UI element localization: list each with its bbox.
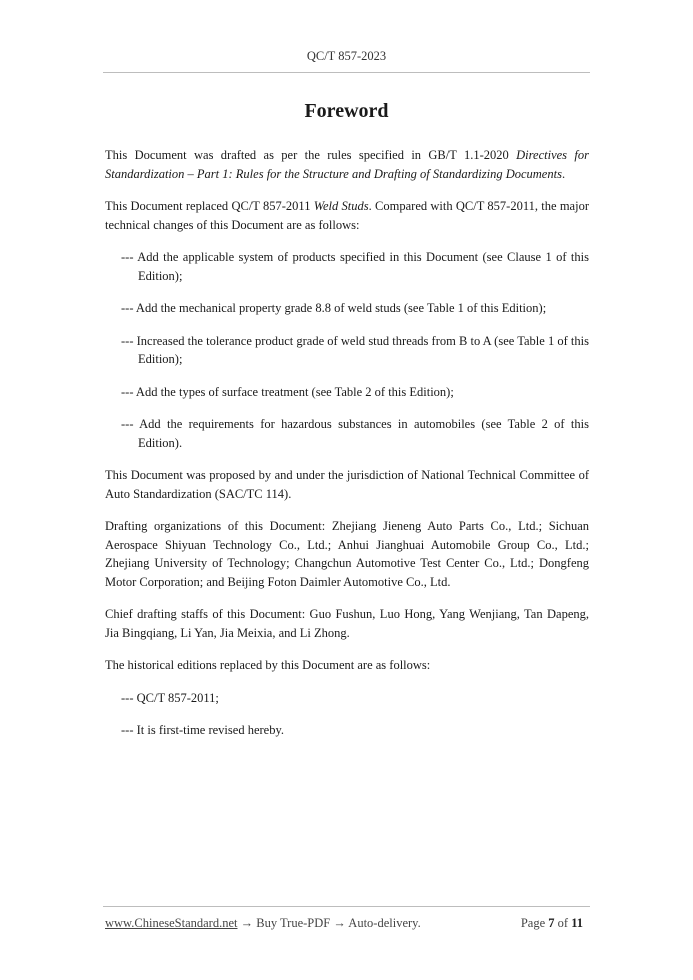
change-item: --- Add the types of surface treatment (see Table 2 of this Edition); [121,384,454,399]
paragraph-drafting-rules: This Document was drafted as per the rules specified in GB/T 1.1-2020 Directives for Standardization – Part 1: Rules for the Structure and Drafting of Standardizing Documents. [105,148,589,181]
history-item: --- It is first-time revised hereby. [121,723,285,737]
paragraph-drafting-staff: Chief drafting staffs of this Document: Guo Fushun, Luo Hong, Yang Wenjiang, Tan Dapeng, Jia Bingqiang, Li Yan, Jia Meixia, and Li Zhong. [105,607,589,640]
paragraph-replacement: This Document replaced QC/T 857-2011 Weld Studs. Compared with QC/T 857-2011, the major technical changes of this Document are as follows: [105,199,589,232]
change-item: --- Increased the tolerance product grade of weld stud threads from B to A (see Table 1 of this Edition); [121,333,589,366]
paragraph-jurisdiction: This Document was proposed by and under the jurisdiction of National Technical Committee of Auto Standardization (SAC/TC 114). [105,468,589,501]
page-header: QC/T 857-2023 [306,49,387,63]
header-divider [103,72,590,73]
paragraph-drafting-organizations: Drafting organizations of this Document: Zhejiang Jieneng Auto Parts Co., Ltd.; Sichuan Aerospace Shiyuan Technology Co., Ltd.; Anhui Jianghuai Automobile Group Co., Ltd.; Zhejiang University of Technology; Changchun Automotive Test Center Co., Ltd.; Dongfeng Motor Corporation; and Beijing Foton Daimler Automotive Co., Ltd. [105,519,589,589]
site-link[interactable]: www.ChineseStandard.net [105,916,238,930]
change-item: --- Add the requirements for hazardous substances in automobiles (see Table 2 of this Edition). [121,417,589,450]
page-title: Foreword [304,100,389,122]
page-number: Page 7 of 11 [520,916,583,930]
paragraph-historical-editions: The historical editions replaced by this Document are as follows: [105,658,431,672]
history-item: --- QC/T 857-2011; [121,690,219,705]
footer-promo: www.ChineseStandard.net → Buy True-PDF → Auto-delivery. [105,916,421,930]
change-item: --- Add the applicable system of products specified in this Document (see Clause 1 of this Edition); [121,250,589,283]
footer-divider [103,906,590,907]
document-body [105,146,589,754]
change-item: --- Add the mechanical property grade 8.8 of weld studs (see Table 1 of this Edition); [121,301,547,315]
